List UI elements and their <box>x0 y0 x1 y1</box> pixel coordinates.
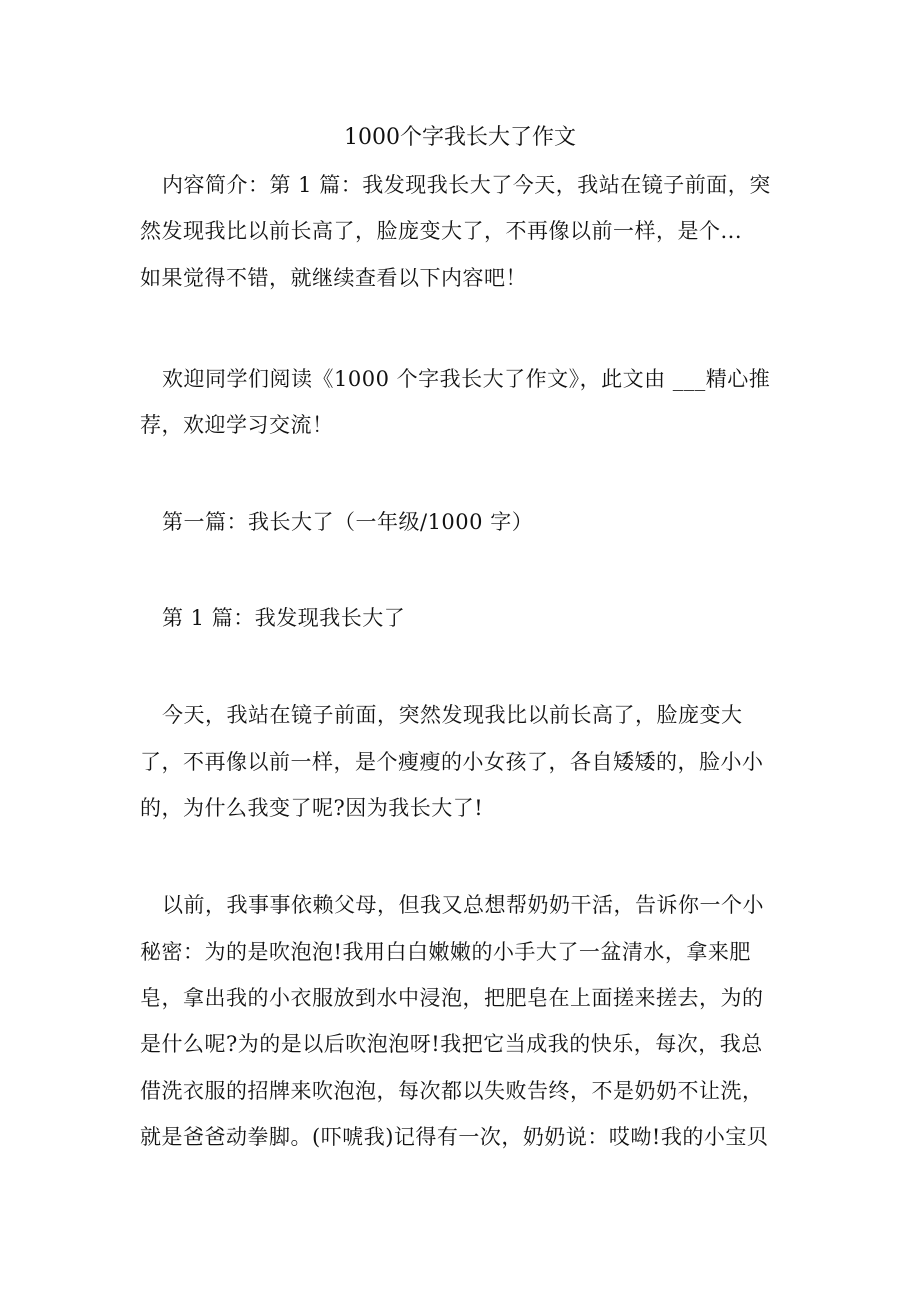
text-line: 借洗衣服的招牌来吹泡泡，每次都以失败告终，不是奶奶不让洗， <box>140 1079 764 1103</box>
text-line: 秘密：为的是吹泡泡!我用白白嫩嫩的小手大了一盆清水，拿来肥 <box>140 940 751 964</box>
section-heading: 第一篇：我长大了（一年级/1000 字） <box>162 510 534 534</box>
sub-heading: 第 1 篇：我发现我长大了 <box>162 606 406 630</box>
text-line: 是什么呢?为的是以后吹泡泡呀!我把它当成我的快乐，每次，我总 <box>140 1032 763 1056</box>
text-line: 欢迎同学们阅读《1000 个字我长大了作文》，此文由 ___精心推 <box>162 367 771 391</box>
text-line: 如果觉得不错，就继续查看以下内容吧！ <box>140 266 527 290</box>
document-title: 1000个字我长大了作文 <box>344 125 576 150</box>
text-line: 以前，我事事依赖父母，但我又总想帮奶奶干活，告诉你一个小 <box>162 893 764 917</box>
text-line: 荐，欢迎学习交流！ <box>140 413 334 437</box>
text-line: 皂，拿出我的小衣服放到水中浸泡，把肥皂在上面搓来搓去，为的 <box>140 986 764 1010</box>
text-line: 的，为什么我变了呢?因为我长大了! <box>140 796 484 820</box>
text-line: 今天，我站在镜子前面，突然发现我比以前长高了，脸庞变大 <box>162 703 743 727</box>
text-line: 就是爸爸动拳脚。(吓唬我)记得有一次，奶奶说：哎呦!我的小宝贝 <box>140 1125 769 1149</box>
text-line: 了，不再像以前一样，是个瘦瘦的小女孩了，各自矮矮的，脸小小 <box>140 750 764 774</box>
text-line: 内容简介：第 1 篇：我发现我长大了今天，我站在镜子前面，突 <box>162 173 771 197</box>
text-line: 然发现我比以前长高了，脸庞变大了，不再像以前一样，是个... <box>140 219 743 243</box>
